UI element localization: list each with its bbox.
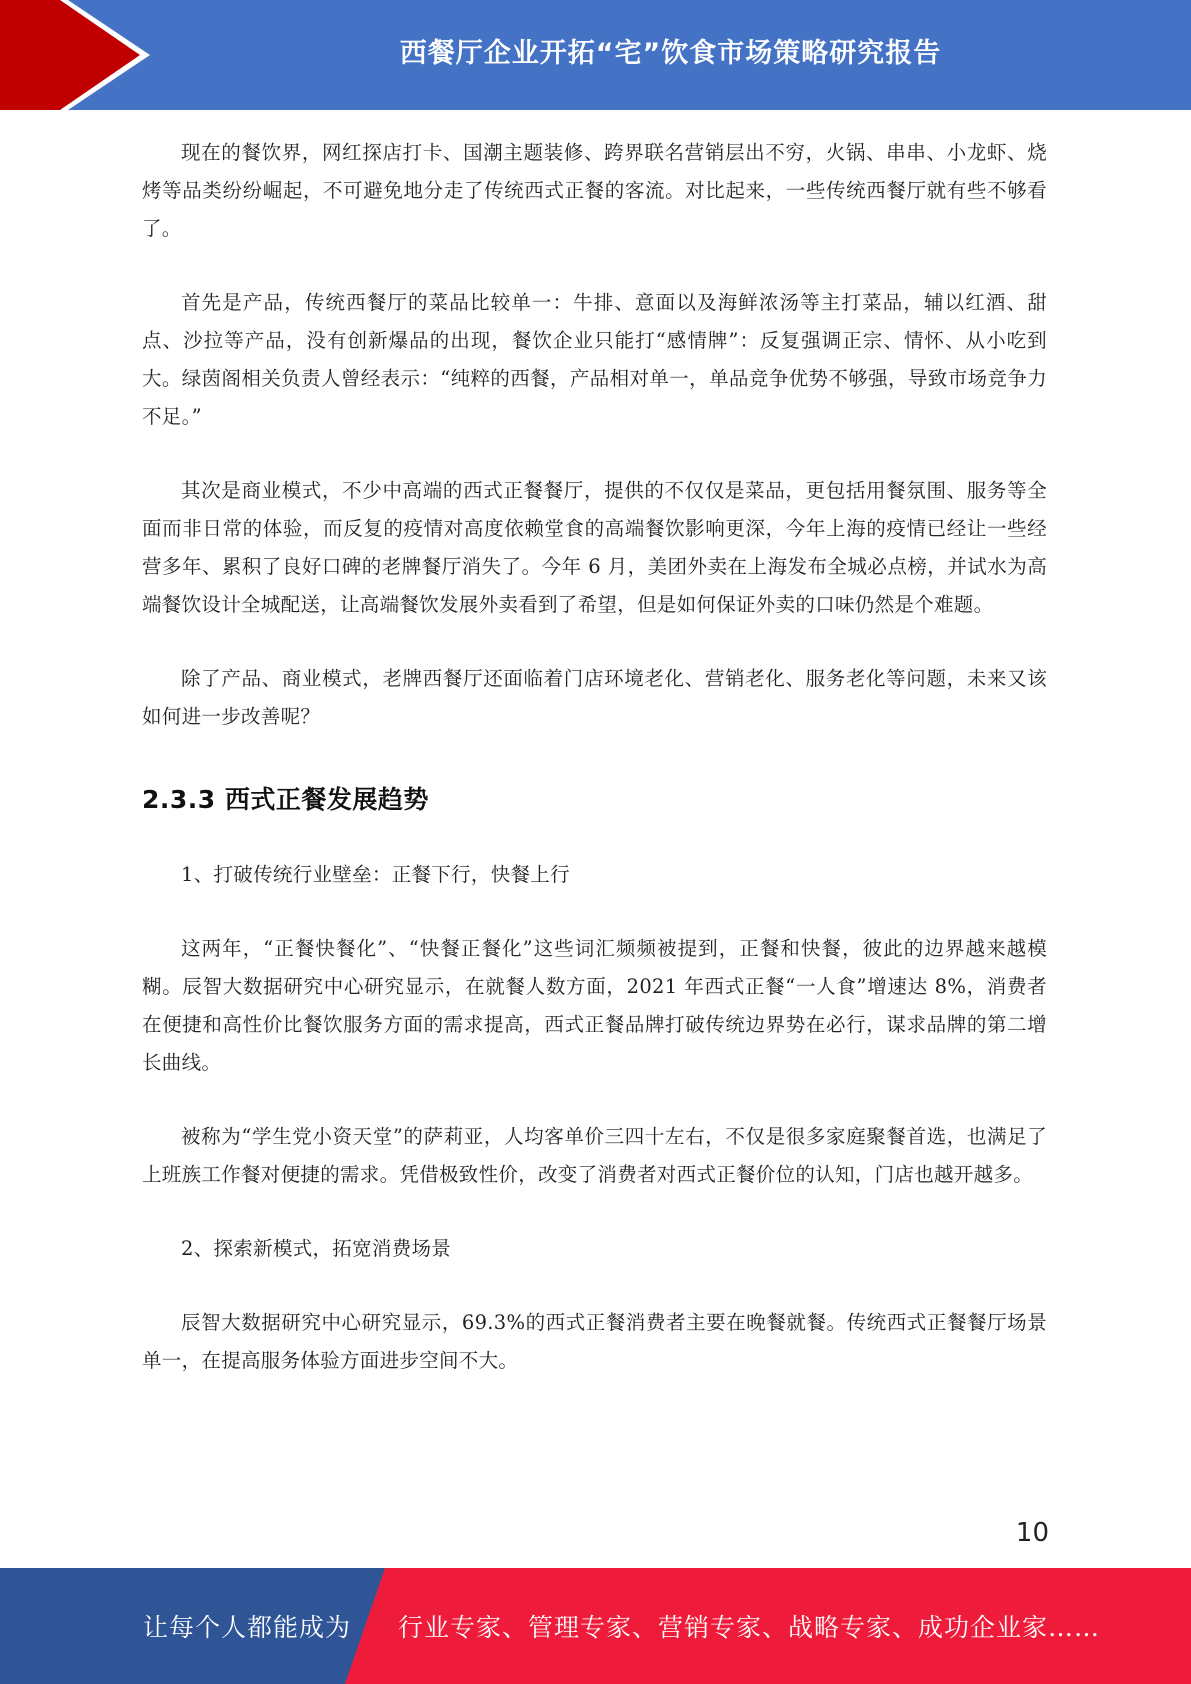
footer-band xyxy=(0,1568,1191,1684)
paragraph: 辰智大数据研究中心研究显示，69.3%的西式正餐消费者主要在晚餐就餐。传统西式正餐餐厅场景单一，在提高服务体验方面进步空间不大。 xyxy=(142,1311,1047,1372)
header-arrow-decoration xyxy=(0,0,160,110)
paragraph: 这两年，“正餐快餐化”、“快餐正餐化”这些词汇频频被提到，正餐和快餐，彼此的边界越来越模糊。辰智大数据研究中心研究显示，在就餐人数方面，2021 年西式正餐“一人食”增速达 8%，消费者在便捷和高性价比餐饮服务方面的需求提高，西式正餐品牌打破传统边界势在必行，谋求品牌的第二增长曲线。 xyxy=(142,937,1047,1074)
page-number: 10 xyxy=(1015,1518,1049,1548)
list-item-heading: 1、打破传统行业壁垒：正餐下行，快餐上行 xyxy=(181,863,570,886)
document-body xyxy=(142,134,1047,1380)
footer-slogan-right: 行业专家、管理专家、营销专家、战略专家、成功企业家…… xyxy=(398,1613,1101,1642)
paragraph: 现在的餐饮界，网红探店打卡、国潮主题装修、跨界联名营销层出不穷，火锅、串串、小龙虾、烧烤等品类纷纷崛起，不可避免地分走了传统西式正餐的客流。对比起来，一些传统西餐厅就有些不够看了。 xyxy=(142,141,1047,240)
report-title: 西餐厅企业开拓“宅”饮食市场策略研究报告 xyxy=(399,37,942,69)
paragraph: 其次是商业模式，不少中高端的西式正餐餐厅，提供的不仅仅是菜品，更包括用餐氛围、服务等全面而非日常的体验，而反复的疫情对高度依赖堂食的高端餐饮影响更深，今年上海的疫情已经让一些经营多年、累积了良好口碑的老牌餐厅消失了。今年 6 月，美团外卖在上海发布全城必点榜，并试水为高端餐饮设计全城配送，让高端餐饮发展外卖看到了希望，但是如何保证外卖的口味仍然是个难题。 xyxy=(142,479,1047,616)
paragraph: 除了产品、商业模式，老牌西餐厅还面临着门店环境老化、营销老化、服务老化等问题，未来又该如何进一步改善呢？ xyxy=(142,667,1047,728)
list-item-heading: 2、探索新模式，拓宽消费场景 xyxy=(181,1237,452,1260)
footer-slogan-left: 让每个人都能成为 xyxy=(143,1613,352,1642)
paragraph: 被称为“学生党小资天堂”的萨莉亚，人均客单价三四十左右，不仅是很多家庭聚餐首选，也满足了上班族工作餐对便捷的需求。凭借极致性价，改变了消费者对西式正餐价位的认知，门店也越开越多。 xyxy=(142,1125,1047,1186)
paragraph: 首先是产品，传统西餐厅的菜品比较单一：牛排、意面以及海鲜浓汤等主打菜品，辅以红酒、甜点、沙拉等产品，没有创新爆品的出现，餐饮企业只能打“感情牌”：反复强调正宗、情怀、从小吃到大。绿茵阁相关负责人曾经表示：“纯粹的西餐，产品相对单一，单品竞争优势不够强，导致市场竞争力不足。” xyxy=(142,291,1047,428)
header-band xyxy=(0,0,1191,110)
section-heading: 2.3.3 西式正餐发展趋势 xyxy=(142,785,429,814)
